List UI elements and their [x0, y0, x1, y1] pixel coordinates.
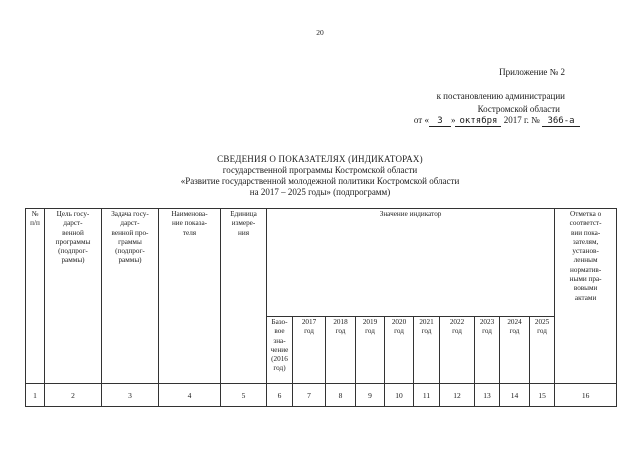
header-year-2021: 2021 год [414, 317, 440, 384]
column-number-cell: 2 [45, 384, 102, 407]
decree-number-field: 366-а [542, 116, 580, 127]
header-year-2022: 2022 год [440, 317, 475, 384]
column-number-cell: 10 [385, 384, 414, 407]
decree-year-label: 2017 г. № [503, 115, 540, 125]
header-year-2023: 2023 год [475, 317, 500, 384]
header-unit: Единица измере- ния [221, 209, 267, 384]
column-number-row [26, 384, 617, 407]
decree-month-field: октября [455, 116, 501, 127]
column-number-cell: 6 [267, 384, 293, 407]
header-compliance-mark: Отметка о соответст- вии пока- зателям, установ- ленным норматив- ными пра- вовыми актами [555, 209, 617, 384]
column-number-cell: 13 [475, 384, 500, 407]
header-program-task: Задача госу- дарст- венной про- граммы (подпрог- раммы) [102, 209, 159, 384]
header-program-goal: Цель госу- дарст- венной программы (подпрог- раммы) [45, 209, 102, 384]
column-number-cell: 8 [326, 384, 356, 407]
header-year-2020: 2020 год [385, 317, 414, 384]
header-indicator-name: Наименова- ние показа- теля [159, 209, 221, 384]
document-subtitle-3: на 2017 – 2025 годы» (подпрограмм) [249, 187, 391, 197]
decree-quote-close: » [450, 115, 456, 125]
decree-day-field: 3 [429, 116, 451, 127]
header-year-2018: 2018 год [326, 317, 356, 384]
header-indicator-value: Значение индикатор [267, 209, 555, 317]
header-number: № п/п [26, 209, 45, 384]
page-number: 20 [316, 28, 324, 37]
decree-date-line [414, 115, 580, 127]
appendix-region: Костромской области [477, 104, 560, 114]
document-subtitle-2: «Развитие государственной молодежной политики Костромской области [180, 176, 460, 186]
header-year-2019: 2019 год [356, 317, 385, 384]
appendix-title: Приложение № 2 [499, 67, 565, 77]
column-number-cell: 12 [440, 384, 475, 407]
column-number-cell: 4 [159, 384, 221, 407]
indicators-table [25, 208, 617, 407]
appendix-decree-ref: к постановлению администрации [436, 91, 565, 101]
column-number-cell: 1 [26, 384, 45, 407]
document-subtitle-1: государственной программы Костромской области [222, 165, 418, 175]
header-baseline: Базо- вое зна- чение (2016 год) [267, 317, 293, 384]
header-year-2024: 2024 год [500, 317, 530, 384]
column-number-cell: 7 [293, 384, 326, 407]
column-number-cell: 11 [414, 384, 440, 407]
column-number-cell: 9 [356, 384, 385, 407]
column-number-cell: 16 [555, 384, 617, 407]
decree-prefix: от « [413, 115, 429, 125]
header-year-2017: 2017 год [293, 317, 326, 384]
header-year-2025: 2025 год [530, 317, 555, 384]
document-title: СВЕДЕНИЯ О ПОКАЗАТЕЛЯХ (ИНДИКАТОРАХ) [217, 154, 423, 164]
column-number-cell: 5 [221, 384, 267, 407]
column-number-cell: 14 [500, 384, 530, 407]
column-number-cell: 15 [530, 384, 555, 407]
column-number-cell: 3 [102, 384, 159, 407]
